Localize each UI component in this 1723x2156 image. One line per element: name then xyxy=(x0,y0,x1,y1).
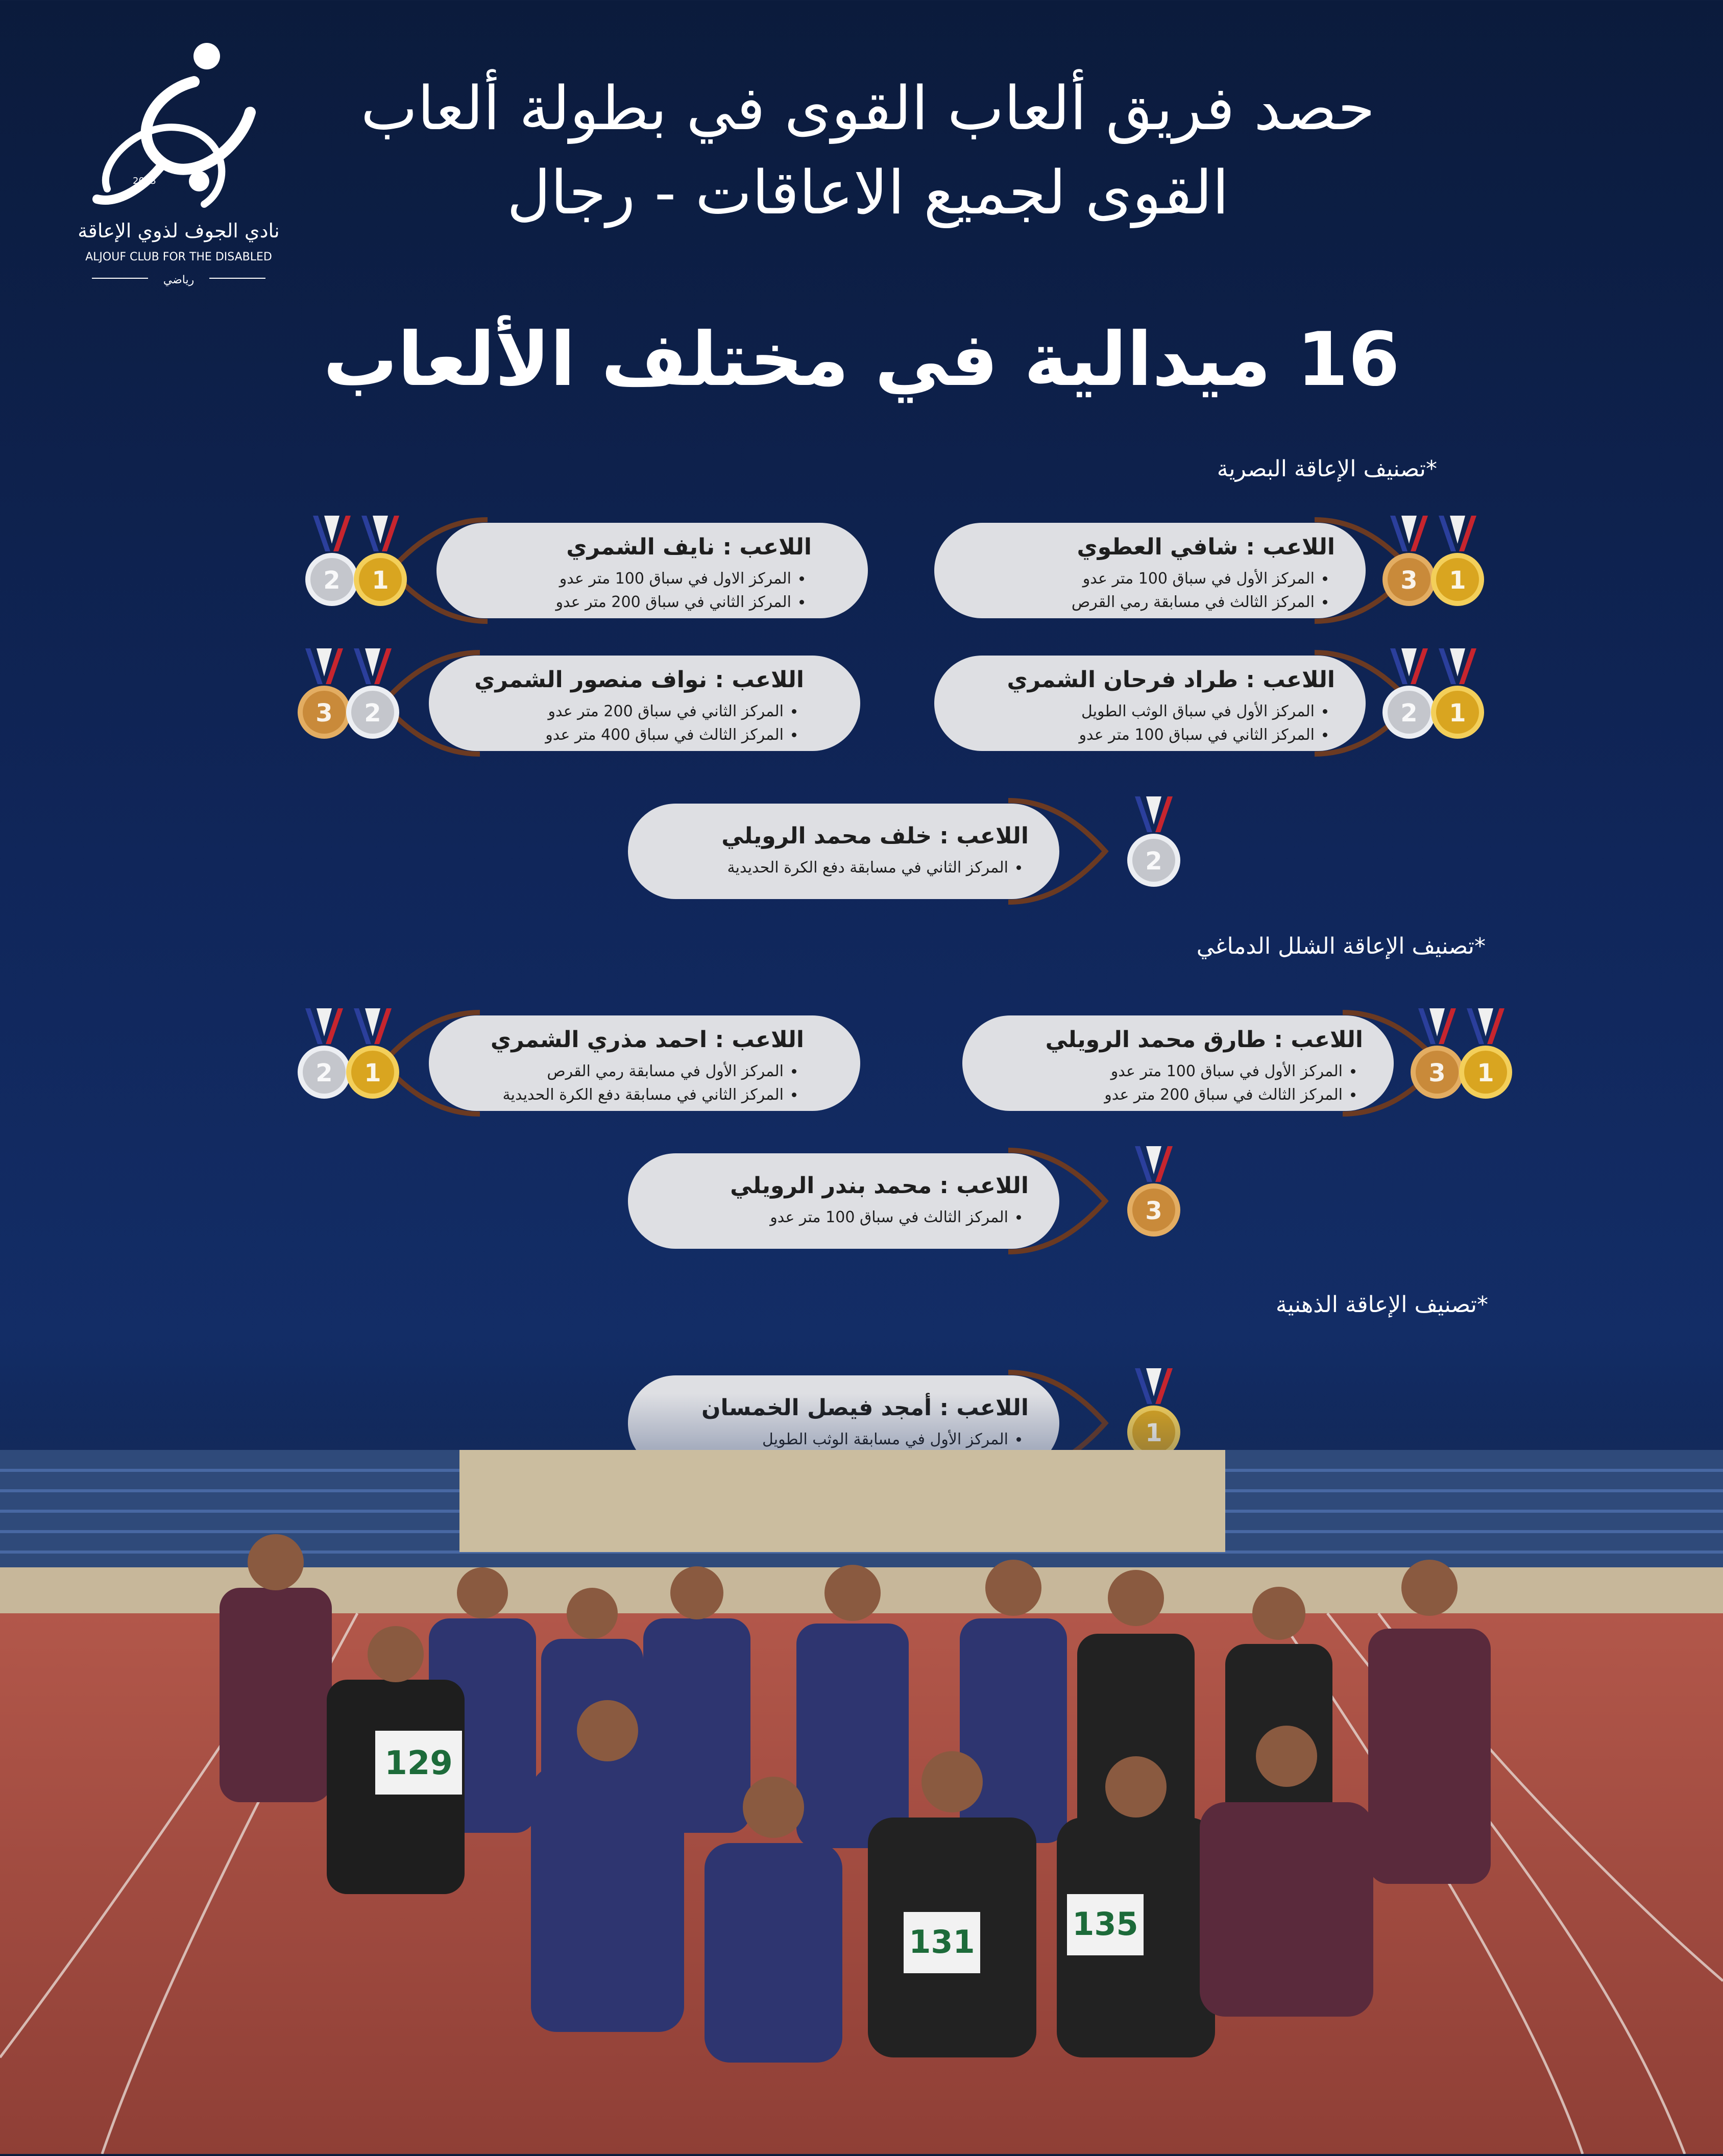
team-photo-illustration xyxy=(0,1394,1723,2154)
medal-group xyxy=(304,516,416,618)
medal-count-heading: 16 ميدالية في مختلف الألعاب xyxy=(323,317,1400,403)
achievement-item: • المركز الأول في سباق 100 متر عدو xyxy=(1046,1060,1343,1083)
achievement-item: • المركز الاول في سباق 100 متر عدو xyxy=(556,567,791,591)
medal-group xyxy=(1409,1008,1521,1110)
silver-medal-icon xyxy=(1126,796,1182,893)
achievement-item: • المركز الثاني في سباق 100 متر عدو xyxy=(1007,723,1315,747)
achievements-list xyxy=(474,700,804,747)
achievements-list xyxy=(730,1206,1029,1229)
player-name: اللاعب : طارق محمد الرويلي xyxy=(1045,1027,1363,1053)
card-text xyxy=(556,534,812,614)
player-name: اللاعب : طراد فرحان الشمري xyxy=(1007,667,1335,693)
player-name: اللاعب : احمد مذري الشمري xyxy=(490,1027,804,1053)
achievement-item: • المركز الثاني في مسابقة دفع الكرة الحديدية xyxy=(721,856,1008,880)
achievement-item: • المركز الثالث في مسابقة رمي القرص xyxy=(1072,591,1315,614)
medal-group xyxy=(1381,516,1493,618)
achievement-item: • المركز الثاني في مسابقة دفع الكرة الحديدية xyxy=(491,1083,784,1107)
svg-text:3: 3 xyxy=(1428,1059,1446,1087)
player-name: اللاعب : محمد بندر الرويلي xyxy=(730,1173,1029,1199)
achievements-list xyxy=(721,856,1029,880)
gold-medal-icon xyxy=(352,516,408,613)
svg-text:129: 129 xyxy=(384,1745,453,1782)
svg-text:2013: 2013 xyxy=(133,176,156,186)
medal-group xyxy=(296,648,408,750)
club-logo xyxy=(77,36,281,291)
svg-text:1: 1 xyxy=(372,566,389,595)
svg-text:2: 2 xyxy=(323,566,341,595)
svg-text:ALJOUF CLUB FOR THE DISABLED: ALJOUF CLUB FOR THE DISABLED xyxy=(85,251,272,263)
player-card xyxy=(291,1008,860,1118)
player-name: اللاعب : شافي العطوي xyxy=(1077,534,1335,560)
silver-medal-icon xyxy=(296,1008,352,1105)
card-text xyxy=(474,667,804,747)
achievement-item: • المركز الثالث في سباق 400 متر عدو xyxy=(474,723,784,747)
player-card xyxy=(934,516,1503,625)
achievement-item: • المركز الثاني في سباق 200 متر عدو xyxy=(474,700,784,723)
svg-text:2: 2 xyxy=(1400,699,1418,728)
section-label-cerebral-palsy: *تصنيف الإعاقة الشلل الدماغي xyxy=(1196,933,1486,959)
svg-text:1: 1 xyxy=(1449,699,1466,728)
achievements-list xyxy=(556,567,812,614)
achievement-item: • المركز الثالث في سباق 200 متر عدو xyxy=(1046,1083,1343,1107)
svg-text:رياضي: رياضي xyxy=(163,274,195,286)
card-text xyxy=(1007,667,1335,747)
team-photo xyxy=(0,1394,1723,2154)
svg-text:2: 2 xyxy=(316,1059,333,1087)
card-text xyxy=(1046,1027,1363,1107)
player-name: اللاعب : نواف منصور الشمري xyxy=(474,667,804,693)
gold-medal-icon xyxy=(345,1008,401,1105)
achievements-list xyxy=(1072,567,1335,614)
silver-medal-icon xyxy=(304,516,360,613)
runner-logo-icon xyxy=(77,36,281,291)
svg-text:نادي الجوف لذوي الإعاقة: نادي الجوف لذوي الإعاقة xyxy=(78,220,280,242)
player-card xyxy=(291,648,860,758)
achievement-item: • المركز الثالث في سباق 100 متر عدو xyxy=(730,1206,1008,1229)
svg-text:1: 1 xyxy=(364,1059,381,1087)
player-card xyxy=(628,1146,1197,1256)
bronze-medal-icon xyxy=(1409,1008,1465,1105)
medal-group xyxy=(296,1008,408,1110)
silver-medal-icon xyxy=(1381,648,1437,745)
card-text xyxy=(491,1027,804,1107)
player-card xyxy=(628,796,1197,906)
card-text xyxy=(1072,534,1335,614)
achievement-item: • المركز الأول في سباق 100 متر عدو xyxy=(1072,567,1315,591)
svg-text:1: 1 xyxy=(1449,566,1466,595)
achievement-item: • المركز الثاني في سباق 200 متر عدو xyxy=(556,591,791,614)
silver-medal-icon xyxy=(345,648,401,745)
bronze-medal-icon xyxy=(1126,1146,1182,1243)
svg-text:3: 3 xyxy=(316,699,333,728)
player-card xyxy=(934,648,1503,758)
card-text xyxy=(721,823,1029,880)
svg-text:3: 3 xyxy=(1400,566,1418,595)
player-name: اللاعب : خلف محمد الرويلي xyxy=(721,823,1029,849)
achievements-list xyxy=(1007,700,1335,747)
svg-text:135: 135 xyxy=(1072,1905,1138,1943)
bronze-medal-icon xyxy=(1381,516,1437,613)
medal-group xyxy=(1381,648,1493,750)
page-title xyxy=(317,66,1419,235)
achievements-list xyxy=(1046,1060,1363,1107)
section-label-intellectual: *تصنيف الإعاقة الذهنية xyxy=(1275,1292,1488,1318)
player-card xyxy=(962,1008,1532,1118)
svg-text:2: 2 xyxy=(364,699,381,728)
player-name: اللاعب : نايف الشمري xyxy=(566,534,812,560)
gold-medal-icon xyxy=(1429,516,1486,613)
achievements-list xyxy=(491,1060,804,1107)
title-line-1: حصد فريق ألعاب القوى في بطولة ألعاب xyxy=(360,73,1375,143)
achievement-item: • المركز الأول في سباق الوثب الطويل xyxy=(1007,700,1315,723)
svg-text:3: 3 xyxy=(1145,1197,1162,1225)
svg-text:131: 131 xyxy=(909,1923,975,1960)
gold-medal-icon xyxy=(1429,648,1486,745)
card-text xyxy=(730,1173,1029,1229)
svg-text:1: 1 xyxy=(1477,1059,1494,1087)
bronze-medal-icon xyxy=(296,648,352,745)
title-line-2: القوى لجميع الاعاقات - رجال xyxy=(506,157,1229,228)
player-card xyxy=(299,516,868,625)
medal-group xyxy=(1126,1146,1187,1248)
gold-medal-icon xyxy=(1458,1008,1514,1105)
medal-group xyxy=(1126,796,1187,899)
achievement-item: • المركز الأول في مسابقة رمي القرص xyxy=(491,1060,784,1083)
svg-text:2: 2 xyxy=(1145,847,1162,876)
section-label-visual: *تصنيف الإعاقة البصرية xyxy=(1217,456,1437,482)
